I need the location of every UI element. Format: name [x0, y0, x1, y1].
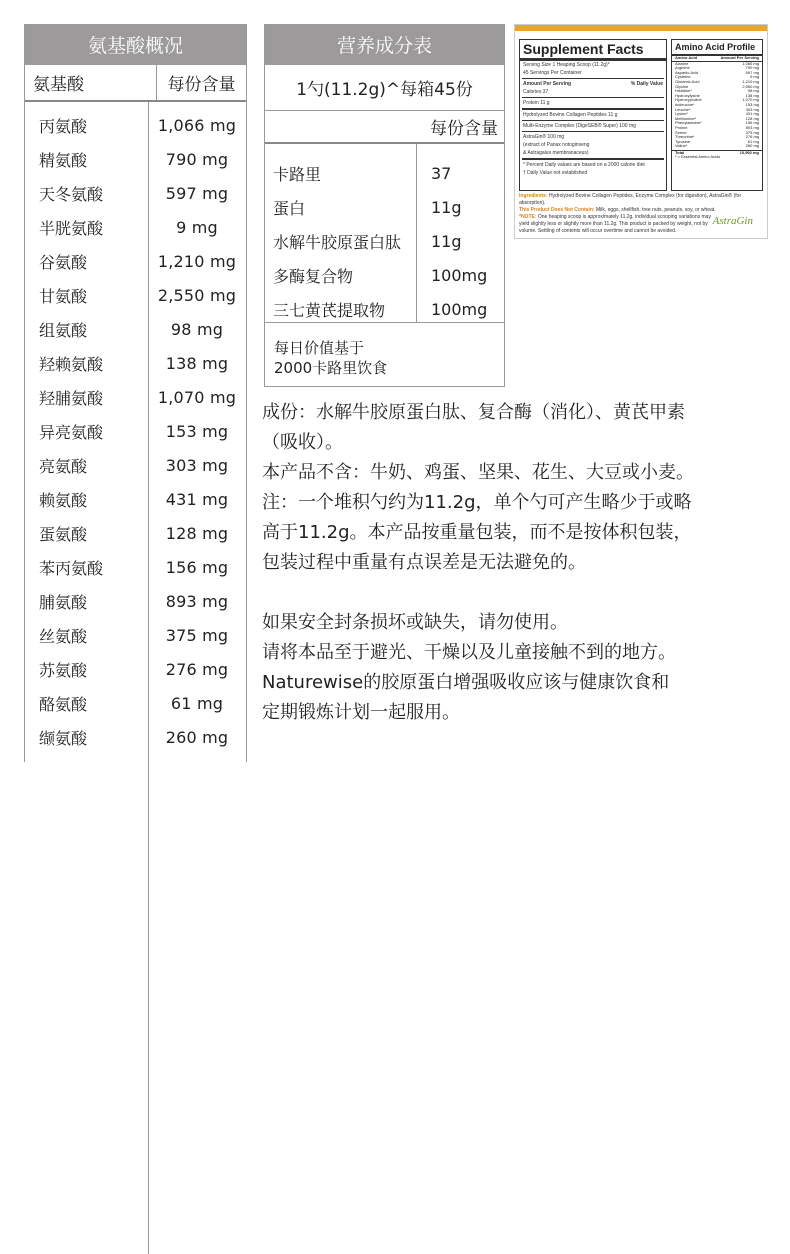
sf-amount-header	[520, 80, 666, 88]
amino-amount: 98 mg	[170, 319, 224, 339]
profile-amount: 276 mg	[745, 134, 759, 140]
amino-amount: 156 mg	[165, 557, 229, 577]
amino-row	[25, 618, 246, 652]
profile-amino: Aspartic Acid	[675, 69, 699, 75]
amino-acid-profile-panel	[671, 39, 763, 191]
label-ingredients	[519, 193, 767, 235]
text-line-3: 本产品不含：牛奶、鸡蛋、坚果、花生、大豆或小麦。	[262, 462, 694, 483]
astragin-logo: AstraGin	[712, 215, 753, 227]
nutrient-name: 水解牛胶原蛋白肽	[273, 232, 402, 252]
label-top-bar	[515, 25, 767, 31]
amino-name: 异亮氨酸	[39, 422, 104, 442]
amino-row	[25, 720, 246, 754]
profile-amino: Cysteine	[675, 74, 691, 80]
nutrition-row	[265, 224, 504, 258]
profile-amount: 431 mg	[745, 111, 759, 117]
profile-essential-note: * = Essential Amino Acids	[675, 154, 721, 160]
profile-amount: 1,066 mg	[742, 60, 759, 66]
amino-amount: 893 mg	[165, 591, 229, 611]
profile-amount: 260 mg	[745, 143, 759, 149]
profile-amino: Proline	[675, 124, 688, 130]
amino-name: 谷氨酸	[39, 252, 88, 272]
profile-rows	[672, 62, 762, 149]
sf-protein: Protein 11 g	[523, 100, 550, 106]
sf-servings: 45 Servings Per Container	[523, 70, 582, 76]
amino-row	[25, 278, 246, 312]
profile-amino: Methionine*	[675, 115, 697, 121]
profile-amount: 1,070 mg	[742, 97, 759, 103]
note-label: *NOTE:	[519, 214, 537, 220]
amino-row	[25, 108, 246, 142]
nutrient-value: 37	[431, 163, 452, 183]
amino-amount: 1,070 mg	[157, 387, 237, 407]
profile-amount: 9 mg	[750, 74, 759, 80]
text-line-1: 成份：水解牛胶原蛋白肽、复合酶（消化）、黄芪甲素	[262, 402, 685, 423]
profile-amount: 98 mg	[747, 88, 759, 94]
profile-amino: Lysine*	[675, 111, 688, 117]
nutrient-name: 多酶复合物	[273, 266, 354, 286]
nutrition-rows	[265, 144, 504, 323]
text-line-10: 定期锻炼计划一起服用。	[262, 702, 460, 723]
sf-item3: AstraGin® 100 mg	[523, 134, 565, 140]
profile-amount: 893 mg	[745, 124, 759, 130]
profile-amount: 2,550 mg	[742, 83, 759, 89]
footnote-line-2: 2000卡路里饮食	[274, 359, 388, 377]
nutrition-table	[264, 24, 505, 387]
sf-dv-note2: † Daily Value not established	[523, 170, 588, 176]
profile-row	[672, 144, 762, 149]
sf-item2: Multi-Enzyme Complex (DigeSEB® Super) 100 mg	[523, 123, 636, 129]
sf-item3b: (extract of Panax notoginseng	[523, 142, 590, 148]
amino-amount: 1,066 mg	[157, 115, 237, 135]
nutrition-row	[265, 292, 504, 326]
amino-amount: 597 mg	[165, 183, 229, 203]
amino-row	[25, 176, 246, 210]
amino-amount: 2,550 mg	[157, 285, 237, 305]
amino-col-amount: 每份含量	[167, 75, 236, 95]
profile-hdr-right: Amount Per Serving	[720, 55, 759, 60]
profile-amino: Leucine*	[675, 106, 691, 112]
profile-total-value: 10,992 mg	[739, 149, 759, 155]
profile-amount: 61 mg	[747, 138, 759, 144]
nutrition-column-divider	[416, 144, 417, 322]
supplement-facts-image	[514, 24, 768, 239]
amino-name: 脯氨酸	[39, 592, 88, 612]
profile-amino: Tyrosine	[675, 138, 691, 144]
nutrient-name: 卡路里	[273, 164, 322, 184]
amino-row	[25, 210, 246, 244]
footnote-line-1: 每日价值基于	[274, 339, 365, 357]
amino-amount: 138 mg	[165, 353, 229, 373]
amino-row	[25, 686, 246, 720]
amino-row	[25, 346, 246, 380]
amino-amount: 9 mg	[176, 217, 218, 237]
amino-name: 缬氨酸	[39, 728, 88, 748]
amino-name: 精氨酸	[39, 150, 88, 170]
amino-row	[25, 244, 246, 278]
profile-title: Amino Acid Profile	[672, 40, 762, 56]
text-line-6: 包装过程中重量有点误差是无法避免的。	[262, 552, 586, 573]
description-text	[262, 398, 782, 728]
amino-amount: 260 mg	[165, 727, 229, 747]
amino-amount: 128 mg	[165, 523, 229, 543]
nutrient-name: 三七黄芪提取物	[273, 300, 386, 320]
profile-amount: 790 mg	[745, 65, 759, 71]
amino-row	[25, 142, 246, 176]
amino-name: 苯丙氨酸	[39, 558, 104, 578]
sf-calories: Calories 37	[523, 89, 549, 95]
text-line-9: Naturewise的胶原蛋白增强吸收应该与健康饮食和	[262, 672, 670, 693]
amino-row	[25, 414, 246, 448]
amino-amount: 375 mg	[165, 625, 229, 645]
supplement-facts-panel	[519, 39, 667, 191]
amino-row	[25, 380, 246, 414]
amino-name: 天冬氨酸	[39, 184, 104, 204]
text-line-2: （吸收）。	[262, 432, 343, 453]
nutrition-row	[265, 156, 504, 190]
note-text: One heaping scoop is approximately 11.2g, individual scooping variations may yield slightly less or slightly more than 11.2g. This product is packed by weight, not by volume. Settling of contents will occur overtime and cannot be avoided.	[519, 214, 711, 234]
profile-amino: Valine*	[675, 143, 688, 149]
text-line-5: 高于11.2g。本产品按重量包装，而不是按体积包装，	[262, 522, 692, 543]
amino-name: 赖氨酸	[39, 490, 88, 510]
amino-row	[25, 516, 246, 550]
ingredients-label: Ingredients:	[519, 193, 548, 199]
amino-amount: 431 mg	[165, 489, 229, 509]
amino-row	[25, 584, 246, 618]
amino-table-body	[25, 102, 246, 754]
sf-amount-hdr: Amount Per Serving	[523, 81, 572, 87]
per-serving-label: 每份含量	[265, 111, 504, 144]
nutrient-value: 100mg	[431, 299, 488, 319]
profile-amino: Histidine*	[675, 88, 692, 94]
amino-name: 甘氨酸	[39, 286, 88, 306]
nutrient-value: 11g	[431, 231, 462, 251]
amino-table-header	[25, 65, 246, 102]
amino-row	[25, 482, 246, 516]
amino-column-divider	[148, 102, 149, 1254]
amino-name: 丝氨酸	[39, 626, 88, 646]
nutrient-value: 11g	[431, 197, 462, 217]
sf-dv-note1: * Percent Daily values are based on a 2000 calorie diet	[523, 162, 645, 168]
amino-amount: 790 mg	[165, 149, 229, 169]
amino-name: 组氨酸	[39, 320, 88, 340]
sf-dv-hdr: % Daily Value	[630, 81, 663, 87]
amino-amount: 303 mg	[165, 455, 229, 475]
profile-amino: Serine	[675, 129, 687, 135]
not-contain-label: This Product Does Not Contain:	[519, 207, 595, 213]
profile-amino: Alanine	[675, 60, 689, 66]
profile-amino: Threonine*	[675, 134, 695, 140]
profile-amino: Hydroxyproline	[675, 97, 702, 103]
profile-amount: 153 mg	[745, 101, 759, 107]
text-line-7: 如果安全封条损坏或缺失，请勿使用。	[262, 612, 568, 633]
sf-item3c: & Astragalus membranaceus)	[523, 150, 589, 156]
serving-size: 1勺(11.2g)^每箱45份	[265, 65, 504, 111]
amino-name: 亮氨酸	[39, 456, 88, 476]
text-line-4: 注：一个堆积勺约为11.2g，单个勺可产生略少于或略	[262, 492, 692, 513]
profile-amino: Glycine	[675, 83, 689, 89]
amino-name: 丙氨酸	[39, 116, 88, 136]
amino-name: 半胱氨酸	[39, 218, 104, 238]
text-line-8: 请将本品至于避光、干燥以及儿童接触不到的地方。	[262, 642, 676, 663]
ingredients-text: Hydrolyzed Bovine Collagen Peptides, Enzyme Complex (for digestion), AstraGin® (for absorption).	[519, 193, 742, 206]
nutrition-row	[265, 190, 504, 224]
profile-amino: Arginine	[675, 65, 690, 71]
nutrient-value: 100mg	[431, 265, 488, 285]
amino-row	[25, 448, 246, 482]
amino-name: 苏氨酸	[39, 660, 88, 680]
profile-amount: 375 mg	[745, 129, 759, 135]
nutrient-name: 蛋白	[273, 198, 306, 218]
amino-amount: 153 mg	[165, 421, 229, 441]
profile-amino: Glutamic Acid	[675, 78, 700, 84]
amino-name: 羟赖氨酸	[39, 354, 104, 374]
nutrition-row	[265, 258, 504, 292]
supplement-facts-title: Supplement Facts	[520, 40, 666, 61]
amino-amount: 1,210 mg	[157, 251, 237, 271]
amino-name: 羟脯氨酸	[39, 388, 104, 408]
amino-name: 酪氨酸	[39, 694, 88, 714]
profile-amount: 156 mg	[745, 120, 759, 126]
amino-name: 蛋氨酸	[39, 524, 88, 544]
amino-amount: 61 mg	[170, 693, 224, 713]
amino-table-title: 氨基酸概况	[25, 24, 246, 65]
amino-col-name: 氨基酸	[25, 65, 157, 100]
nutrition-title: 营养成分表	[265, 24, 504, 65]
profile-amino: Phenylalanine*	[675, 120, 702, 126]
profile-amino: Hydroxylysine	[675, 92, 700, 98]
amino-row	[25, 550, 246, 584]
amino-row	[25, 312, 246, 346]
profile-amount: 138 mg	[745, 92, 759, 98]
profile-amount: 597 mg	[745, 69, 759, 75]
daily-value-footnote	[265, 323, 504, 378]
profile-total-label: Total	[675, 149, 685, 155]
profile-amount: 1,210 mg	[742, 78, 759, 84]
profile-amino: Isoleucine*	[675, 101, 695, 107]
profile-hdr-left: Amino Acid	[675, 55, 698, 60]
not-contain-text: Milk, eggs, shellfish, tree nuts, peanuts, soy, or wheat.	[595, 207, 716, 213]
sf-item1: Hydrolyzed Bovine Collagen Peptides 11 g	[523, 112, 618, 118]
profile-amount: 303 mg	[745, 106, 759, 112]
amino-acid-table	[24, 24, 247, 762]
amino-row	[25, 652, 246, 686]
sf-serving-size: Serving Size 1 Heaping Scoop (11.2g)*	[523, 62, 610, 68]
profile-amount: 128 mg	[745, 115, 759, 121]
amino-amount: 276 mg	[165, 659, 229, 679]
